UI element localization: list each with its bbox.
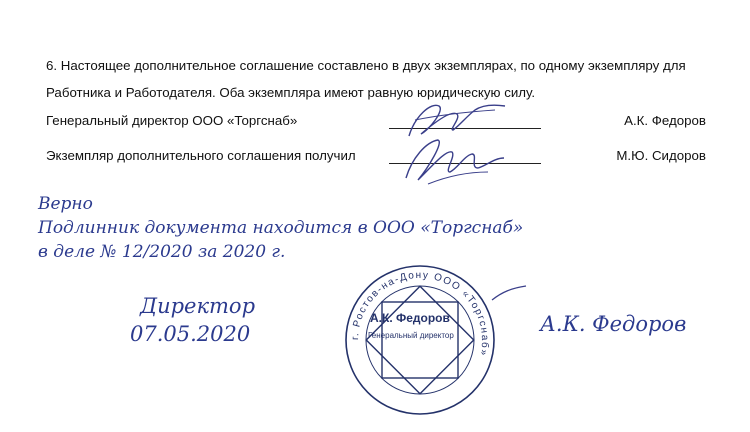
signature-label: Экземпляр дополнительного соглашения получил xyxy=(46,148,356,163)
certification-date: 07.05.2020 xyxy=(130,322,251,346)
certification-name: А.К. Федоров xyxy=(540,312,687,336)
signature-name: М.Ю. Сидоров xyxy=(616,148,706,163)
seal-name: А.К. Федоров xyxy=(370,311,450,325)
certification-case-number: в деле № 12/2020 за 2020 г. xyxy=(38,242,286,262)
paragraph-6: 6. Настоящее дополнительное соглашение составлено в двух экземплярах, по одному экземпляру для Работника и Работодателя. Оба экземпляра имеют равную юридическую силу. xyxy=(46,58,686,100)
signature-row-employee xyxy=(46,148,706,168)
signature-name: А.К. Федоров xyxy=(624,113,706,128)
signature-row-director xyxy=(46,113,706,133)
employee-signature-image xyxy=(398,128,513,190)
certification-title: Директор xyxy=(140,294,256,318)
certification-verno: Верно xyxy=(38,194,93,214)
certification-original-location: Подлинник документа находится в ООО «Торгснаб» xyxy=(38,218,524,238)
signature-label: Генеральный директор ООО «Торгснаб» xyxy=(46,113,298,128)
seal-role: Генеральный директор xyxy=(368,331,454,340)
seal-ring-text: г. Ростов-на-Дону ООО «Торгснаб» xyxy=(349,269,491,358)
company-seal xyxy=(342,262,498,418)
